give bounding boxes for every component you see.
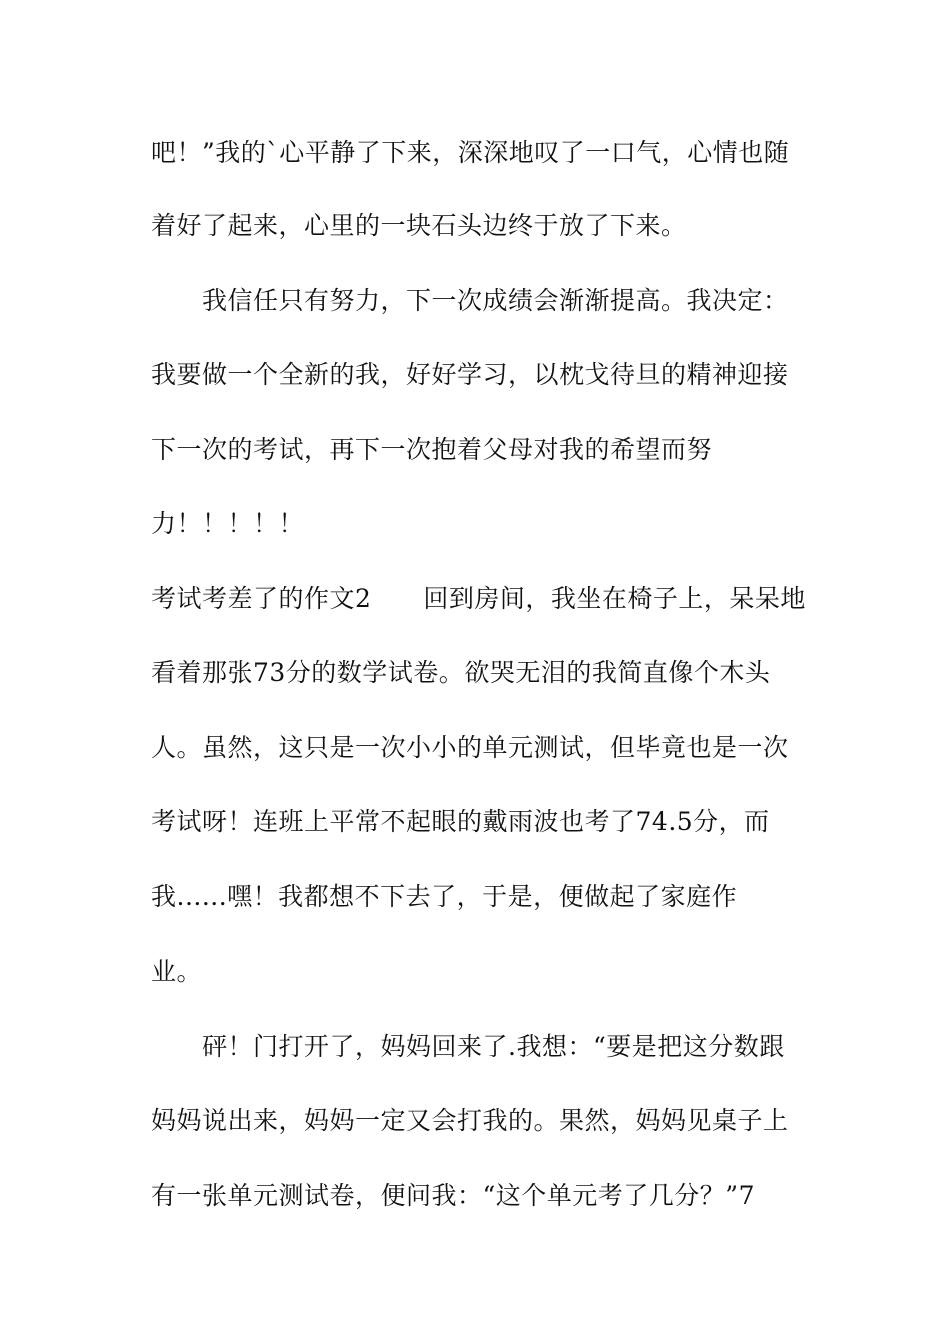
text-line: 业。	[151, 957, 203, 986]
text-line: 我......嘿！我都想不下去了，于是，便做起了家庭作	[151, 882, 738, 911]
section-heading-line	[151, 584, 806, 614]
text-line: 妈妈说出来，妈妈一定又会打我的。果然，妈妈见桌子上	[151, 1106, 789, 1135]
text-line: 下一次的考试，再下一次抱着父母对我的希望而努	[151, 435, 713, 464]
paragraph-start: 我信任只有努力，下一次成绩会渐渐提高。我决定：	[202, 286, 789, 315]
text-line: 我要做一个全新的我，好好学习，以枕戈待旦的精神迎接	[151, 360, 789, 389]
section-heading: 考试考差了的作文2	[151, 584, 372, 613]
text-line: 看着那张73分的数学试卷。欲哭无泪的我简直像个木头	[151, 658, 771, 687]
text-line: 力！！！！！	[151, 509, 305, 538]
text-line: 有一张单元测试卷，便问我：“这个单元考了几分？”7	[151, 1181, 755, 1210]
text-line: 人。虽然，这只是一次小小的单元测试，但毕竟也是一次	[151, 733, 789, 762]
paragraph-start: 砰！门打开了，妈妈回来了.我想：“要是把这分数跟	[202, 1032, 785, 1061]
text-line: 考试呀！连班上平常不起眼的戴雨波也考了74.5分，而	[151, 807, 770, 836]
text-line: 吧！”我的`心平静了下来，深深地叹了一口气，心情也随	[151, 138, 790, 167]
text-line: 着好了起来，心里的一块石头边终于放了下来。	[151, 211, 687, 240]
heading-text: 回到房间，我坐在椅子上，呆呆地	[423, 584, 806, 613]
